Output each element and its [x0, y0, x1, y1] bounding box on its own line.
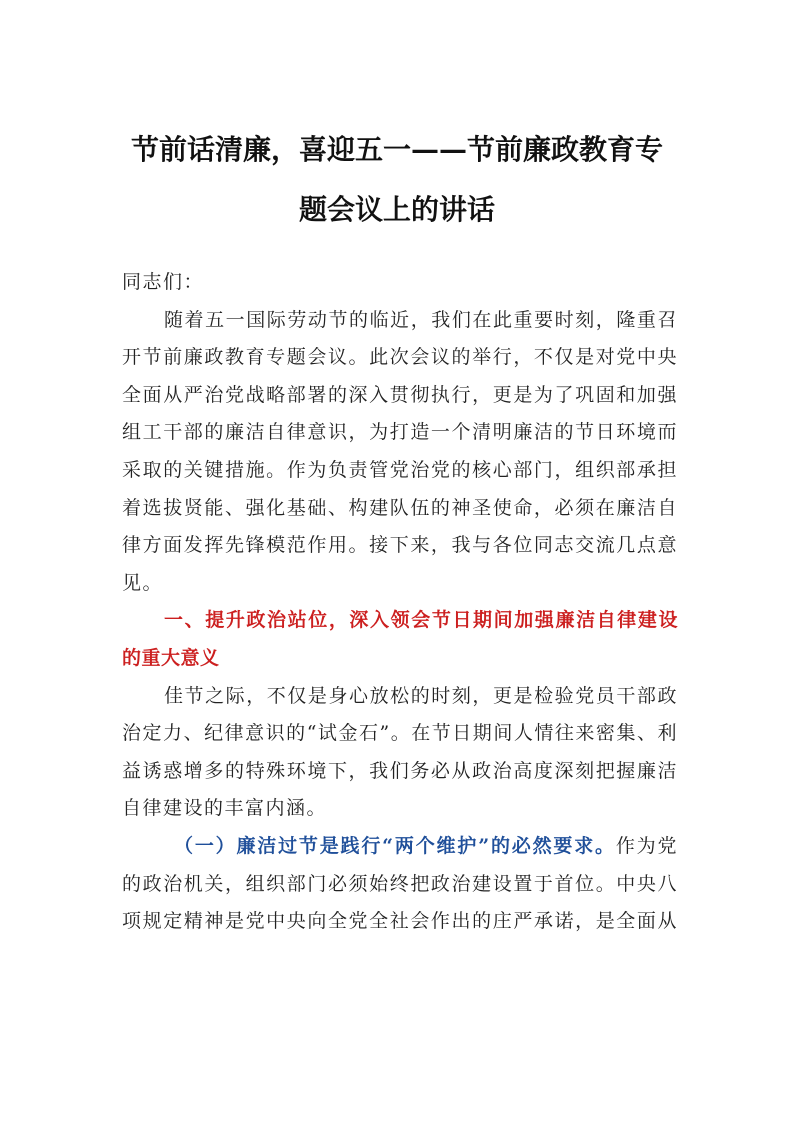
paragraph-line: 全面从严治党战略部署的深入贯彻执行，更是为了巩固和加强 — [122, 383, 678, 406]
paragraph-intro — [122, 302, 678, 603]
subheading-line — [122, 828, 678, 866]
paragraph-line: 见。 — [122, 571, 164, 594]
paragraph-line: 随着五一国际劳动节的临近，我们在此重要时刻，隆重召 — [164, 308, 678, 331]
paragraph-line: 开节前廉政教育专题会议。此次会议的举行，不仅是对党中央 — [122, 346, 678, 369]
salutation: 同志们： — [122, 271, 205, 293]
document-body — [122, 264, 678, 941]
paragraph-line: 律方面发挥先锋模范作用。接下来，我与各位同志交流几点意 — [122, 534, 678, 557]
paragraph-line: 组工干部的廉洁自律意识，为打造一个清明廉洁的节日环境而 — [122, 421, 678, 444]
paragraph-line: 的政治机关，组织部门必须始终把政治建设置于首位。中央八 — [122, 872, 678, 895]
paragraph-line: 治定力、纪律意识的“试金石”。在节日期间人情往来密集、利 — [122, 722, 678, 745]
paragraph-line: 项规定精神是党中央向全党全社会作出的庄严承诺，是全面从 — [122, 910, 678, 933]
paragraph-text: 作为党 — [615, 834, 678, 857]
paragraph-line: 着选拔贤能、强化基础、构建队伍的神圣使命，必须在廉洁自 — [122, 496, 678, 519]
paragraph-section-1 — [122, 678, 678, 828]
heading-line: 的重大意义 — [122, 646, 220, 669]
paragraph-line: 采取的关键措施。作为负责管党治党的核心部门，组织部承担 — [122, 458, 678, 481]
paragraph-line: 自律建设的丰富内涵。 — [122, 797, 328, 820]
paragraph-line: 益诱惑增多的特殊环境下，我们务必从政治高度深刻把握廉洁 — [122, 759, 678, 782]
document-title-line-2: 题会议上的讲话 — [298, 193, 495, 226]
heading-line: 一、提升政治站位，深入领会节日期间加强廉洁自律建设 — [164, 609, 678, 632]
section-heading-1 — [122, 602, 678, 677]
paragraph-subsection-1 — [122, 828, 678, 941]
paragraph-line: 佳节之际，不仅是身心放松的时刻，更是检验党员干部政 — [164, 684, 678, 707]
document-title-line-1: 节前话清廉，喜迎五一——节前廉政教育专 — [130, 133, 663, 166]
subheading-text: （一）廉洁过节是践行“两个维护”的必然要求。 — [174, 834, 616, 857]
